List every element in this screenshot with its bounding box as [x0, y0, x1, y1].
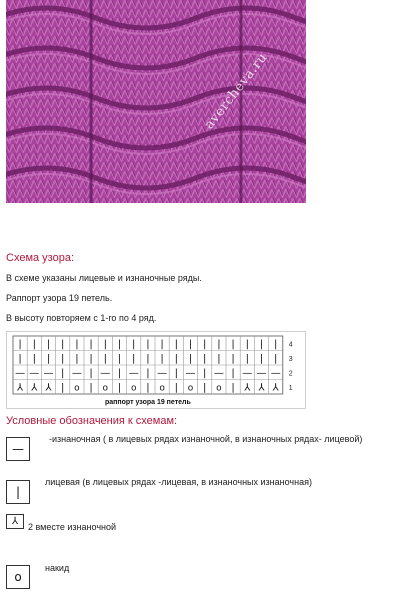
- chart-cell-symbol: |: [18, 338, 22, 350]
- chart-cell-symbol: |: [132, 353, 136, 365]
- chart-row-number: 4: [288, 341, 293, 349]
- chart-cell-symbol: —: [128, 367, 139, 379]
- chart-cell-symbol: ⅄: [17, 382, 24, 394]
- chart-cell-symbol: |: [61, 338, 65, 350]
- chart-cell-symbol: |: [117, 353, 122, 365]
- chart-cell-symbol: |: [89, 353, 93, 365]
- chart-cell-symbol: |: [231, 382, 235, 394]
- chart-cell-symbol: |: [103, 338, 107, 350]
- chart-cell-symbol: |: [46, 338, 51, 350]
- chart-cell-symbol: —: [270, 367, 281, 379]
- chart-cell-symbol: |: [89, 338, 93, 350]
- chart-cell-symbol: |: [89, 382, 93, 394]
- chart-cell-symbol: |: [160, 338, 164, 350]
- legend-text-knit: лицевая (в лицевых рядах -лицевая, в изнаночных изнаночная): [45, 477, 312, 487]
- chart-cell-symbol: —: [213, 367, 224, 379]
- chart-cell-symbol: o: [159, 383, 165, 394]
- chart-cell-symbol: |: [32, 338, 36, 350]
- chart-cell-symbol: o: [216, 383, 222, 394]
- chart-cell-symbol: |: [75, 353, 79, 365]
- chart-cell-symbol: |: [117, 338, 122, 350]
- chart-cell-symbol: |: [117, 382, 122, 394]
- chart-cell-symbol: ⅄: [31, 382, 38, 394]
- chart-cell-symbol: |: [245, 338, 249, 350]
- chart-caption: раппорт узора 19 петель: [105, 399, 191, 406]
- chart-cell-symbol: |: [174, 338, 178, 350]
- legend-symbol-purl: —: [6, 437, 30, 461]
- chart-cell-symbol: |: [217, 338, 221, 350]
- chart-cell-symbol: o: [74, 383, 80, 394]
- chart-cell-symbol: |: [89, 367, 93, 379]
- chart-cell-symbol: |: [203, 382, 207, 394]
- chart-row-number: 3: [288, 355, 293, 363]
- pattern-chart: [6, 331, 306, 409]
- chart-cell-symbol: |: [61, 382, 65, 394]
- chart-cell-symbol: |: [174, 353, 178, 365]
- legend-title: Условные обозначения к схемам:: [6, 415, 178, 427]
- chart-cell-symbol: —: [185, 367, 196, 379]
- chart-cell-symbol: |: [259, 338, 264, 350]
- chart-cell-symbol: ⅄: [272, 382, 279, 394]
- chart-cell-symbol: |: [32, 353, 36, 365]
- chart-cell-symbol: |: [132, 338, 136, 350]
- chart-cell-symbol: o: [102, 383, 109, 394]
- chart-cell-symbol: |: [203, 353, 207, 365]
- chart-cell-symbol: ⅄: [45, 382, 52, 394]
- chart-cell-symbol: |: [61, 353, 65, 365]
- chart-cell-symbol: |: [188, 338, 193, 350]
- legend-text-purl: -изнаночная ( в лицевых рядах изнаночной, в изнаночных рядах- лицевой): [49, 434, 363, 444]
- chart-cell-symbol: |: [203, 367, 207, 379]
- chart-cell-symbol: |: [231, 338, 235, 350]
- chart-cell-symbol: |: [203, 338, 207, 350]
- chart-cell-symbol: —: [43, 367, 54, 379]
- chart-cell-symbol: —: [256, 367, 267, 379]
- chart-cell-symbol: |: [188, 353, 193, 365]
- chart-cell-symbol: o: [187, 383, 194, 394]
- chart-cell-symbol: |: [146, 382, 150, 394]
- schema-line-3: В высоту повторяем с 1-го по 4 ряд.: [6, 313, 157, 323]
- chart-row-number: 1: [288, 384, 293, 392]
- legend-symbol-yarn-over: o: [6, 565, 30, 589]
- chart-cell-symbol: |: [160, 353, 164, 365]
- chart-cell-symbol: —: [15, 367, 26, 379]
- chart-cell-symbol: |: [117, 367, 122, 379]
- chart-cell-symbol: —: [242, 367, 253, 379]
- chart-cell-symbol: |: [274, 353, 278, 365]
- knitting-texture-image: [6, 0, 306, 203]
- chart-cell-symbol: o: [130, 383, 137, 394]
- chart-cell-symbol: |: [18, 353, 22, 365]
- schema-line-2: Раппорт узора 19 петель.: [6, 293, 113, 303]
- watermark-text: averchevа.ru: [202, 50, 271, 133]
- legend-text-yarn-over: накид: [45, 563, 70, 573]
- chart-cell-symbol: ⅄: [244, 382, 251, 394]
- chart-cell-symbol: |: [231, 353, 235, 365]
- chart-cell-symbol: |: [174, 382, 178, 394]
- legend-text-p2tog: 2 вместе изнаночной: [28, 522, 117, 532]
- chart-cell-symbol: |: [146, 367, 150, 379]
- chart-cell-symbol: |: [217, 353, 221, 365]
- chart-cell-symbol: |: [146, 353, 150, 365]
- chart-cell-symbol: |: [174, 367, 178, 379]
- chart-cell-symbol: |: [75, 338, 79, 350]
- chart-cell-symbol: —: [29, 367, 40, 379]
- chart-cell-symbol: |: [103, 353, 107, 365]
- legend-symbol-p2tog: ⅄: [6, 514, 24, 529]
- schema-title: Схема узора:: [6, 252, 75, 264]
- pattern-chart-grid: [7, 332, 305, 408]
- legend-symbol-knit: |: [6, 480, 30, 504]
- chart-cell-symbol: |: [259, 353, 264, 365]
- chart-cell-symbol: ⅄: [258, 382, 265, 394]
- chart-cell-symbol: —: [71, 367, 82, 379]
- chart-cell-symbol: |: [146, 338, 150, 350]
- chart-cell-symbol: —: [157, 367, 168, 379]
- chart-cell-symbol: —: [100, 367, 111, 379]
- chart-cell-symbol: |: [245, 353, 249, 365]
- chart-cell-symbol: |: [61, 367, 65, 379]
- chart-cell-symbol: |: [46, 353, 51, 365]
- chart-cell-symbol: |: [274, 338, 278, 350]
- knitting-photo: [6, 0, 306, 203]
- chart-row-number: 2: [288, 370, 293, 378]
- chart-cell-symbol: |: [231, 367, 235, 379]
- schema-line-1: В схеме указаны лицевые и изнаночные ряды.: [6, 273, 202, 283]
